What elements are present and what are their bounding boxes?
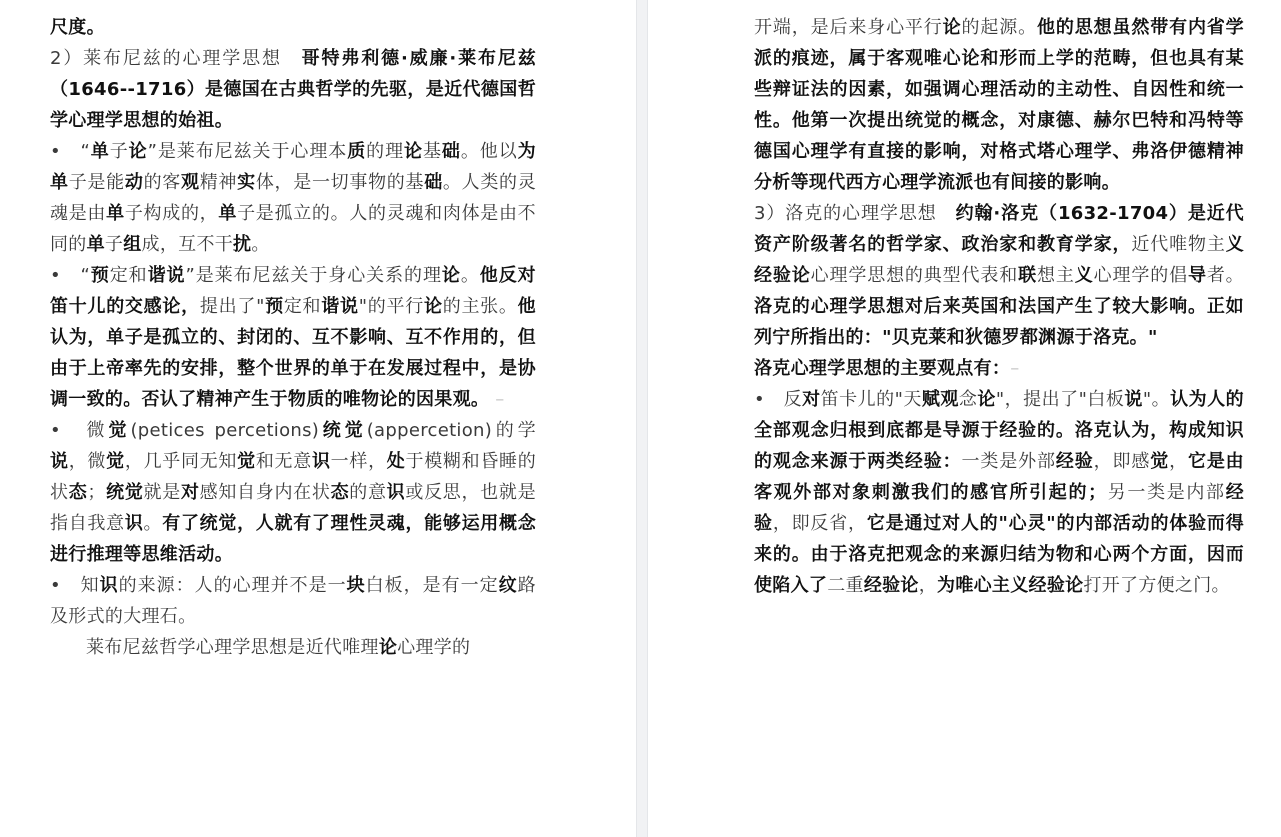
section-heading-text: 3）洛克的心理学思想 <box>754 203 956 224</box>
bold-text: 论 <box>942 17 962 38</box>
text-run: 者。 <box>1206 265 1244 286</box>
bold-text: 觉 <box>237 451 256 472</box>
bold-text: 预 <box>90 265 110 286</box>
bold-text: 谐说 <box>321 296 359 317</box>
bold-text: 它是由客观外部对象刺激我们的感官所引起的； <box>754 451 1244 503</box>
bold-text: 预 <box>264 296 284 317</box>
bold-text: 导 <box>1187 265 1207 286</box>
bold-text: 有了统觉，人就有了理性灵魂，能够运用概念进行推理等思维活动。 <box>50 513 536 565</box>
paragraph-leibniz-heading <box>50 43 536 136</box>
bold-text: 为唯心主义经验论 <box>937 575 1084 596</box>
text-run: ； <box>87 482 106 503</box>
text-run: 定和 <box>283 296 322 317</box>
bold-text: 单 <box>218 203 238 224</box>
bold-text: 它是通过对人的"心灵"的内部活动的体验而得来的。由于洛克把观念的来源归结为物和心两个方面，因而使陷入了 <box>754 513 1244 596</box>
text-run: 的来源：人的心理并不是一 <box>118 575 347 596</box>
text-run: "，提出了"白板 <box>995 389 1125 410</box>
text-run: "。 <box>1142 389 1171 410</box>
bold-text: 哥特弗利德·威廉·莱布尼兹（1646--1716）是德国在古典哲学的先驱，是近代德国哲学心理学思想的始祖。 <box>50 48 536 131</box>
bold-text: 约翰·洛克（1632-1704）是近代资产阶级著名的哲学家、政治家和教育学家， <box>754 203 1244 255</box>
text-run: 。人类的灵魂是由 <box>50 172 537 224</box>
text-run: 一类是外部 <box>961 451 1056 472</box>
bold-text: 论 <box>128 141 148 162</box>
page-gutter <box>636 0 648 837</box>
bullet-paragraph-apperception <box>50 415 536 570</box>
bold-text: 纹 <box>498 575 518 596</box>
text-run: 心理学思想的典型代表和 <box>810 265 1019 286</box>
bold-text: 觉 <box>108 420 131 441</box>
text-run: "的平行 <box>358 296 424 317</box>
text-run: 体，是一切事物的基 <box>255 172 425 193</box>
bold-text: 论 <box>378 637 398 658</box>
text-run: 子是孤立的。人的灵魂和肉体是由不同的 <box>50 203 536 255</box>
bold-text: 组 <box>123 234 142 255</box>
text-run: 心理学的 <box>397 637 471 658</box>
bullet-paragraph-harmony <box>50 260 536 415</box>
bold-text: 认为人的全部观念归根到底都是导源于经验的。洛克认为，构成知识的观念来源于两类经验： <box>754 389 1244 472</box>
paragraph-continuation <box>50 12 536 43</box>
text-run: 心理学的倡 <box>1093 265 1188 286</box>
bold-text: 观 <box>180 172 200 193</box>
text-run: 子 <box>109 141 129 162</box>
bold-text: 义 <box>1074 265 1094 286</box>
bold-text: 义经验论 <box>754 234 1245 286</box>
bold-text: 为单 <box>50 141 536 193</box>
bold-text: 觉 <box>1150 451 1170 472</box>
bold-text: 论 <box>423 296 443 317</box>
text-run: 就是 <box>143 482 181 503</box>
bold-text: 他反对笛十儿的交感论， <box>50 265 536 317</box>
text-run: 近代唯物主 <box>1131 234 1226 255</box>
text-run: 提出了" <box>199 296 265 317</box>
text-run: 一样， <box>330 451 387 472</box>
bold-text: 识 <box>124 513 144 534</box>
paragraph-summary-start <box>50 632 536 663</box>
text-run: 二重 <box>827 575 864 596</box>
text-run: 笛卡儿的"天 <box>820 389 922 410</box>
text-run: 。 <box>460 265 480 286</box>
text-run: 于模糊和昏睡的状 <box>50 451 537 503</box>
bullet-paragraph-monad <box>50 136 536 260</box>
bold-text: 单 <box>90 141 110 162</box>
bold-text: 他的思想虽然带有内省学派的痕迹，属于客观唯心论和形而上学的范畴，但也具有某些辩证法的因素，如强调心理活动的主动性、自因性和统一性。他第一次提出统觉的概念，对康德、赫尔巴特和冯特等德国心理学有直接的影响，对格式塔心理学、弗洛伊德精神分析等现代西方心理学流派也有间接的影响。 <box>754 17 1244 193</box>
text-run: • 反 <box>754 389 803 410</box>
bold-text: 对 <box>802 389 821 410</box>
bold-text: 识 <box>311 451 331 472</box>
text-run: 子构成的， <box>124 203 219 224</box>
bold-text: 谐说 <box>147 265 186 286</box>
bold-text: 扰 <box>233 234 252 255</box>
text-run: 路及形式的大理石。 <box>50 575 536 627</box>
bold-text: 态 <box>330 482 350 503</box>
bold-text: 尺度。 <box>50 17 105 38</box>
text-run: 子是能 <box>68 172 125 193</box>
bullet-paragraph-knowledge-source <box>50 570 536 632</box>
bold-text: 实 <box>237 172 256 193</box>
text-run: 定和 <box>109 265 148 286</box>
bold-text: 础 <box>424 172 443 193</box>
bold-text: 经验论 <box>863 575 919 596</box>
text-run: • 知 <box>50 575 100 596</box>
bold-text: 识 <box>386 482 406 503</box>
bold-text: 赋观 <box>921 389 959 410</box>
text-column-left <box>50 12 536 663</box>
text-run: ”是莱布尼兹关于身心关系的理 <box>185 265 442 286</box>
text-run: ， <box>1169 451 1188 472</box>
text-run: 莱布尼兹哲学心理学思想是近代唯理 <box>86 637 379 658</box>
bold-text: 质 <box>347 141 367 162</box>
text-run: 的理 <box>366 141 405 162</box>
text-run: 。他以 <box>460 141 518 162</box>
text-run: 或反思，也就是指自我意 <box>50 482 536 534</box>
bold-text: 单 <box>86 234 105 255</box>
bold-text: 联 <box>1018 265 1037 286</box>
bold-text: 他认为，单子是孤立的、封闭的、互不影响、互不作用的，但由于上帝率先的安排，整个世界的单于在发展过程中，是协调一致的。否认了精神产生于物质的唯物论的因果观。 <box>50 296 536 410</box>
text-run: ，几乎同无知 <box>124 451 238 472</box>
text-run: 成，互不干 <box>141 234 234 255</box>
bold-text: 说 <box>1124 389 1143 410</box>
text-run: 感知自身内在状 <box>199 482 331 503</box>
text-run: 和无意 <box>255 451 312 472</box>
document-page-right <box>648 0 1281 837</box>
text-run: ， <box>918 575 938 596</box>
bold-text: 经验 <box>754 482 1244 534</box>
bold-text: 处 <box>386 451 406 472</box>
text-run: ，即反省， <box>772 513 867 534</box>
text-run: • “ <box>50 141 91 162</box>
text-run: 的主张。 <box>442 296 518 317</box>
text-run: (appercetion)的学 <box>366 420 536 441</box>
bold-text: 经验 <box>1055 451 1094 472</box>
document-page-left <box>0 0 636 837</box>
bold-text: 动 <box>124 172 144 193</box>
text-run: ，即感 <box>1093 451 1151 472</box>
text-run: 的客 <box>143 172 181 193</box>
bold-text: 论 <box>977 389 996 410</box>
bullet-paragraph-blank-slate <box>754 384 1244 601</box>
bold-text: 论 <box>404 141 423 162</box>
section-heading-text: 2）莱布尼兹的心理学思想 <box>50 48 302 69</box>
bold-text: 洛克心理学思想的主要观点有： <box>754 358 1011 379</box>
text-run: • “ <box>50 265 91 286</box>
text-run: • 微 <box>50 420 109 441</box>
text-run: 。 <box>143 513 163 534</box>
paragraph-mark: – <box>489 389 505 410</box>
text-run: 基 <box>422 141 442 162</box>
paragraph-locke-heading <box>754 198 1244 353</box>
text-run: 另一类是内部 <box>1106 482 1226 503</box>
paragraph-locke-main-points <box>754 353 1244 384</box>
text-run: 的意 <box>349 482 387 503</box>
bold-text: 说 <box>50 451 69 472</box>
bold-text: 态 <box>68 482 88 503</box>
text-run: 。 <box>251 234 270 255</box>
paragraph-summary-continuation <box>754 12 1244 198</box>
bold-text: 单 <box>106 203 125 224</box>
bold-text: 统觉 <box>319 420 367 441</box>
text-run: 的起源。 <box>961 17 1038 38</box>
text-run: 想主 <box>1037 265 1075 286</box>
text-run: 念 <box>958 389 978 410</box>
text-run: 精神 <box>199 172 238 193</box>
paragraph-mark: – <box>1010 358 1020 379</box>
text-run: 白板，是有一定 <box>365 575 499 596</box>
bold-text: 觉 <box>106 451 125 472</box>
text-run: 打开了方便之门。 <box>1083 575 1230 596</box>
bold-text: 对 <box>180 482 200 503</box>
text-run: 开端，是后来身心平行 <box>754 17 943 38</box>
bold-text: 洛克的心理学思想对后来英国和法国产生了较大影响。正如列宁所指出的："贝克莱和狄德罗都渊源于洛克。" <box>754 296 1244 348</box>
bold-text: 统觉 <box>105 482 144 503</box>
bold-text: 论 <box>441 265 461 286</box>
bold-text: 础 <box>441 141 461 162</box>
text-run: (petices percetions) <box>130 420 320 441</box>
bold-text: 块 <box>346 575 366 596</box>
text-run: ，微 <box>68 451 107 472</box>
text-run: ”是莱布尼兹关于心理本 <box>147 141 348 162</box>
text-run: 子 <box>104 234 124 255</box>
bold-text: 识 <box>99 575 119 596</box>
text-column-right <box>754 12 1244 601</box>
